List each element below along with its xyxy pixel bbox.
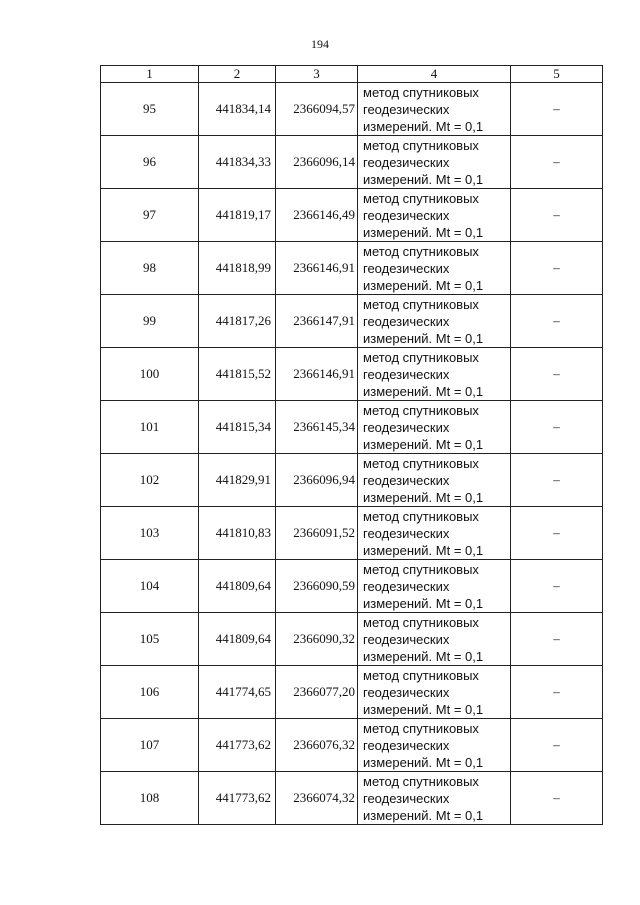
method-line: измерений. Mt = 0,1 (363, 277, 484, 293)
method-line: геодезических (363, 419, 450, 435)
coordinate-y: 2366096,94 (276, 454, 358, 507)
table-row (101, 772, 603, 825)
measurement-method (358, 772, 511, 825)
coordinate-x: 441815,52 (199, 348, 276, 401)
point-number: 103 (101, 507, 199, 560)
table-row (101, 136, 603, 189)
method-line: геодезических (363, 737, 450, 753)
table-row (101, 242, 603, 295)
note-dash: – (511, 348, 603, 401)
method-line: геодезических (363, 525, 450, 541)
method-line: измерений. Mt = 0,1 (363, 754, 484, 770)
coordinate-y: 2366146,91 (276, 348, 358, 401)
method-line: измерений. Mt = 0,1 (363, 383, 484, 399)
note-dash: – (511, 454, 603, 507)
note-dash: – (511, 560, 603, 613)
coordinate-y: 2366146,91 (276, 242, 358, 295)
point-number: 102 (101, 454, 199, 507)
coordinate-y: 2366090,32 (276, 613, 358, 666)
table-row (101, 507, 603, 560)
header-col-1: 1 (101, 66, 199, 83)
note-dash: – (511, 772, 603, 825)
method-line: метод спутниковых (363, 243, 479, 259)
table-row (101, 613, 603, 666)
coordinate-y: 2366146,49 (276, 189, 358, 242)
method-line: метод спутниковых (363, 455, 479, 471)
method-line: измерений. Mt = 0,1 (363, 542, 484, 558)
point-number: 106 (101, 666, 199, 719)
method-line: метод спутниковых (363, 508, 479, 524)
coordinates-table (100, 65, 603, 825)
method-line: измерений. Mt = 0,1 (363, 595, 484, 611)
method-line: метод спутниковых (363, 561, 479, 577)
note-dash: – (511, 507, 603, 560)
measurement-method (358, 719, 511, 772)
coordinate-x: 441815,34 (199, 401, 276, 454)
coordinate-y: 2366090,59 (276, 560, 358, 613)
point-number: 98 (101, 242, 199, 295)
header-col-2: 2 (199, 66, 276, 83)
measurement-method (358, 189, 511, 242)
measurement-method (358, 295, 511, 348)
coordinate-x: 441773,62 (199, 719, 276, 772)
header-col-4: 4 (358, 66, 511, 83)
coordinate-x: 441774,65 (199, 666, 276, 719)
point-number: 105 (101, 613, 199, 666)
method-line: метод спутниковых (363, 296, 479, 312)
point-number: 107 (101, 719, 199, 772)
header-row (101, 66, 603, 83)
method-line: геодезических (363, 684, 450, 700)
method-line: метод спутниковых (363, 349, 479, 365)
measurement-method (358, 401, 511, 454)
coordinate-y: 2366094,57 (276, 83, 358, 136)
method-line: метод спутниковых (363, 84, 479, 100)
measurement-method (358, 348, 511, 401)
method-line: измерений. Mt = 0,1 (363, 171, 484, 187)
coordinate-x: 441819,17 (199, 189, 276, 242)
point-number: 101 (101, 401, 199, 454)
measurement-method (358, 507, 511, 560)
coordinate-y: 2366077,20 (276, 666, 358, 719)
note-dash: – (511, 189, 603, 242)
note-dash: – (511, 401, 603, 454)
table-row (101, 666, 603, 719)
table-header (101, 66, 603, 83)
method-line: геодезических (363, 101, 450, 117)
method-line: метод спутниковых (363, 190, 479, 206)
page-number: 194 (311, 37, 329, 51)
point-number: 97 (101, 189, 199, 242)
point-number: 108 (101, 772, 199, 825)
coordinate-x: 441834,14 (199, 83, 276, 136)
point-number: 95 (101, 83, 199, 136)
measurement-method (358, 83, 511, 136)
table-row (101, 401, 603, 454)
point-number: 99 (101, 295, 199, 348)
method-line: метод спутниковых (363, 137, 479, 153)
coordinate-x: 441829,91 (199, 454, 276, 507)
method-line: метод спутниковых (363, 720, 479, 736)
table-row (101, 189, 603, 242)
coordinate-y: 2366076,32 (276, 719, 358, 772)
method-line: геодезических (363, 578, 450, 594)
method-line: метод спутниковых (363, 402, 479, 418)
measurement-method (358, 560, 511, 613)
method-line: геодезических (363, 260, 450, 276)
measurement-method (358, 666, 511, 719)
method-line: геодезических (363, 313, 450, 329)
table-row (101, 83, 603, 136)
method-line: геодезических (363, 154, 450, 170)
method-line: метод спутниковых (363, 667, 479, 683)
method-line: измерений. Mt = 0,1 (363, 648, 484, 664)
note-dash: – (511, 295, 603, 348)
method-line: метод спутниковых (363, 773, 479, 789)
coordinate-y: 2366074,32 (276, 772, 358, 825)
note-dash: – (511, 83, 603, 136)
method-line: измерений. Mt = 0,1 (363, 118, 484, 134)
coordinate-y: 2366147,91 (276, 295, 358, 348)
note-dash: – (511, 719, 603, 772)
coordinate-x: 441817,26 (199, 295, 276, 348)
coordinate-x: 441818,99 (199, 242, 276, 295)
table-row (101, 560, 603, 613)
measurement-method (358, 136, 511, 189)
coordinate-y: 2366145,34 (276, 401, 358, 454)
coordinate-x: 441834,33 (199, 136, 276, 189)
method-line: геодезических (363, 207, 450, 223)
table-row (101, 295, 603, 348)
coordinate-x: 441773,62 (199, 772, 276, 825)
method-line: метод спутниковых (363, 614, 479, 630)
note-dash: – (511, 666, 603, 719)
method-line: геодезических (363, 472, 450, 488)
note-dash: – (511, 613, 603, 666)
table-body (101, 83, 603, 825)
method-line: измерений. Mt = 0,1 (363, 330, 484, 346)
method-line: геодезических (363, 631, 450, 647)
table-row (101, 454, 603, 507)
method-line: измерений. Mt = 0,1 (363, 807, 484, 823)
coordinate-x: 441810,83 (199, 507, 276, 560)
note-dash: – (511, 242, 603, 295)
method-line: измерений. Mt = 0,1 (363, 701, 484, 717)
table-row (101, 348, 603, 401)
point-number: 96 (101, 136, 199, 189)
note-dash: – (511, 136, 603, 189)
method-line: измерений. Mt = 0,1 (363, 489, 484, 505)
point-number: 100 (101, 348, 199, 401)
point-number: 104 (101, 560, 199, 613)
measurement-method (358, 454, 511, 507)
coordinate-y: 2366096,14 (276, 136, 358, 189)
method-line: измерений. Mt = 0,1 (363, 436, 484, 452)
coordinate-x: 441809,64 (199, 560, 276, 613)
method-line: геодезических (363, 790, 450, 806)
coordinate-x: 441809,64 (199, 613, 276, 666)
table-row (101, 719, 603, 772)
measurement-method (358, 242, 511, 295)
header-col-3: 3 (276, 66, 358, 83)
method-line: геодезических (363, 366, 450, 382)
measurement-method (358, 613, 511, 666)
header-col-5: 5 (511, 66, 603, 83)
method-line: измерений. Mt = 0,1 (363, 224, 484, 240)
coordinate-y: 2366091,52 (276, 507, 358, 560)
